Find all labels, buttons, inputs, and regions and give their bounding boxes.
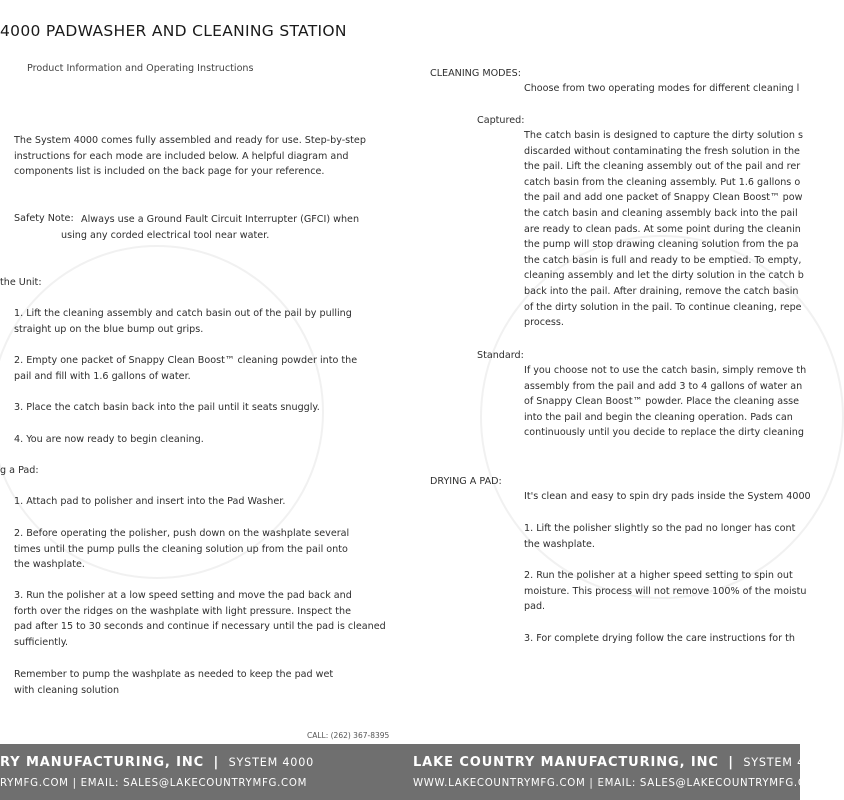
step-line: 1. Attach pad to polisher and insert into the Pad Washer. [14, 496, 286, 507]
footer-left-contact: RYMFG.COM | EMAIL: SALES@LAKECOUNTRYMFG.COM [0, 778, 308, 789]
step-line: forth over the ridges on the washplate with light pressure. Inspect the [14, 605, 351, 617]
standard-line: assembly from the pail and add 3 to 4 gallons of water an [524, 380, 803, 392]
captured-line: catch basin from the cleaning assembly. Put 1.6 gallons o [524, 176, 801, 188]
safety-label: Safety Note: [14, 213, 74, 224]
step-line: the washplate. [14, 559, 85, 571]
captured-line: discarded without contaminating the fresh solution in the [524, 145, 800, 157]
footer-right-company [413, 755, 829, 770]
setup-step-3 [14, 400, 320, 416]
footer-bar [0, 744, 829, 800]
step-line: the washplate. [524, 538, 595, 550]
drying-step-1 [524, 521, 795, 552]
step-line: 1. Lift the cleaning assembly and catch basin out of the pail by pulling [14, 308, 352, 319]
standard-line: If you choose not to use the catch basin, simply remove th [524, 365, 807, 376]
pad-step-3 [14, 588, 386, 650]
step-line: 1. Lift the polisher slightly so the pad no longer has cont [524, 523, 796, 534]
safety-line: Always use a Ground Fault Circuit Interrupter (GFCI) when [81, 214, 360, 225]
captured-line: back into the pail. After draining, remove the catch basin [524, 285, 799, 297]
standard-line: continuously until you decide to replace the dirty cleaning [524, 427, 804, 439]
footer-divider: | [213, 755, 220, 770]
step-line: pad after 15 to 30 seconds and continue if necessary until the pad is cleaned [14, 621, 386, 633]
step-line: 3. Run the polisher at a low speed setting and move the pad back and [14, 590, 352, 601]
drying-step-3 [524, 631, 795, 647]
captured-line: the catch basin and cleaning assembly back into the pail [524, 207, 798, 219]
intro-line: instructions for each mode are included below. A helpful diagram and [14, 150, 349, 162]
captured-line: The catch basin is designed to capture the dirty solution s [524, 130, 804, 141]
captured-line: the pump will stop drawing cleaning solution from the pa [524, 239, 799, 251]
footer-system: SYSTEM 4000 [743, 756, 829, 769]
step-line: 2. Empty one packet of Snappy Clean Boost™ cleaning powder into the [14, 355, 358, 366]
drying-step-2 [524, 568, 806, 615]
pad-reminder [14, 667, 333, 698]
step-line: 4. You are now ready to begin cleaning. [14, 434, 204, 445]
step-line: with cleaning solution [14, 684, 120, 696]
pad-step-1 [14, 494, 285, 510]
step-line: moisture. This process will not remove 100% of the moistu [524, 585, 807, 597]
captured-paragraph [524, 128, 804, 331]
captured-line: are ready to clean pads. At some point during the cleanin [524, 223, 801, 235]
captured-label: Captured: [477, 115, 525, 126]
captured-line: the pail and add one packet of Snappy Clean Boost™ pow [524, 192, 803, 204]
step-line: sufficiently. [14, 636, 69, 648]
standard-label: Standard: [477, 350, 524, 361]
pad-heading: g a Pad: [0, 465, 39, 476]
step-line: 3. Place the catch basin back into the pail until it seats snuggly. [14, 402, 320, 413]
call-number: CALL: (262) 367-8395 [307, 731, 390, 740]
setup-step-4 [14, 432, 204, 448]
page-subtitle: Product Information and Operating Instructions [27, 63, 254, 74]
step-line: Remember to pump the washplate as needed to keep the pad wet [14, 669, 334, 680]
step-line: times until the pump pulls the cleaning solution up from the pail onto [14, 543, 348, 555]
step-line: 3. For complete drying follow the care instructions for th [524, 633, 795, 644]
step-line: pad. [524, 601, 546, 613]
step-line: straight up on the blue bump out grips. [14, 323, 204, 335]
safety-line: using any corded electrical tool near water. [61, 229, 270, 241]
captured-line: the pail. Lift the cleaning assembly out of the pail and rer [524, 161, 801, 173]
intro-paragraph [14, 133, 366, 180]
footer-company-name: LAKE COUNTRY MANUFACTURING, INC [413, 755, 719, 770]
intro-line: The System 4000 comes fully assembled and ready for use. Step-by-step [14, 135, 366, 146]
setup-step-2 [14, 353, 357, 384]
intro-line: components list is included on the back page for your reference. [14, 166, 325, 178]
footer-company-name: RY MANUFACTURING, INC [0, 755, 205, 770]
step-line: pail and fill with 1.6 gallons of water. [14, 370, 191, 382]
footer-right-contact: WWW.LAKECOUNTRYMFG.COM | EMAIL: SALES@LAKECOUNTRYMFG.COM [413, 778, 824, 789]
setup-step-1 [14, 306, 352, 337]
step-line: 2. Run the polisher at a higher speed setting to spin out [524, 570, 793, 581]
setup-heading: the Unit: [0, 277, 42, 288]
modes-heading: CLEANING MODES: [430, 68, 521, 79]
captured-line: the catch basin is full and ready to be emptied. To empty, [524, 254, 802, 266]
captured-line: cleaning assembly and let the dirty solution in the catch b [524, 270, 804, 282]
captured-line: process. [524, 317, 564, 329]
step-line: 2. Before operating the polisher, push down on the washplate several [14, 528, 350, 539]
footer-left-company [0, 755, 314, 770]
drying-heading: DRYING A PAD: [430, 476, 502, 487]
safety-note [61, 212, 360, 243]
standard-line: into the pail and begin the cleaning operation. Pads can [524, 411, 793, 423]
pad-step-2 [14, 526, 349, 573]
footer-system: SYSTEM 4000 [228, 756, 315, 769]
standard-line: of Snappy Clean Boost™ powder. Place the cleaning asse [524, 396, 800, 408]
modes-intro: Choose from two operating modes for different cleaning l [524, 83, 800, 94]
footer-divider: | [728, 755, 734, 770]
page-title: 4000 PADWASHER AND CLEANING STATION [0, 22, 347, 40]
drying-intro: It's clean and easy to spin dry pads inside the System 4000 [524, 491, 811, 502]
captured-line: of the dirty solution in the pail. To continue cleaning, repe [524, 301, 802, 313]
standard-paragraph [524, 363, 806, 441]
